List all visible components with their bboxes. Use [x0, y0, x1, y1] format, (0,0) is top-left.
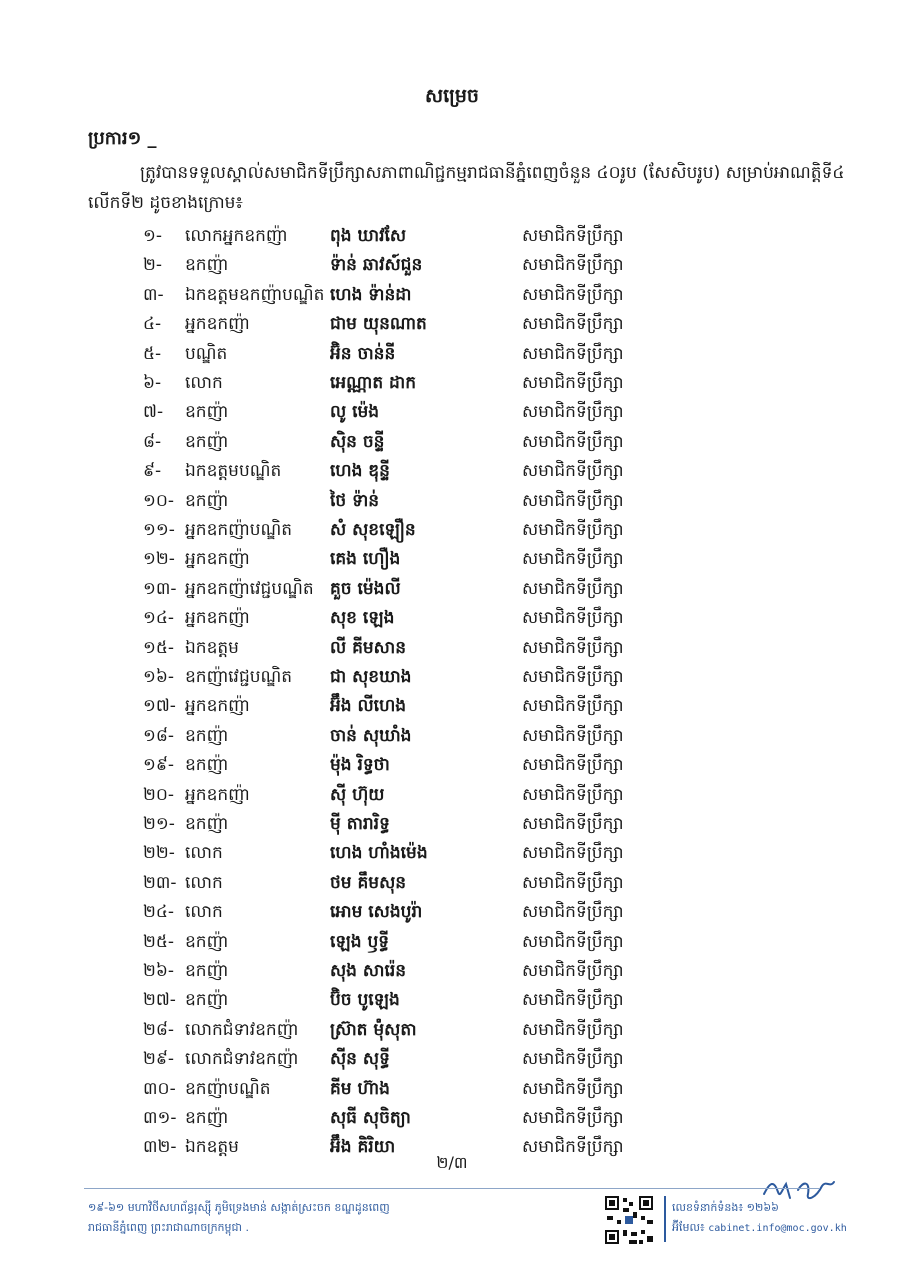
- member-row: [0, 810, 904, 839]
- member-row: [0, 457, 904, 486]
- member-row: [0, 957, 904, 986]
- member-name: គីម ហ៊ាង: [330, 1079, 390, 1099]
- member-row: [0, 634, 904, 663]
- member-title: អ្នកឧកញ៉ា: [185, 549, 250, 569]
- member-name: ថម គឹមសុន: [330, 873, 407, 893]
- member-title: ឧកញ៉ា: [185, 814, 229, 834]
- member-role: សមាជិកទីប្រឹក្សា: [522, 314, 624, 334]
- page-number: ២/៣: [436, 1153, 468, 1172]
- email-link[interactable]: cabinet.info@moc.gov.kh: [708, 1223, 847, 1234]
- member-number: ២១-: [143, 814, 175, 834]
- member-title: ឧកញ៉ា: [185, 402, 229, 422]
- member-name: ហេង ឌុន្ទី: [330, 461, 390, 481]
- member-row: [0, 1104, 904, 1133]
- member-number: ៦-: [143, 373, 162, 393]
- member-row: [0, 369, 904, 398]
- member-number: ២-: [143, 255, 163, 275]
- member-title: អ្នកឧកញ៉ា: [185, 696, 250, 716]
- member-title: លោកជំទាវឧកញ៉ា: [185, 1020, 299, 1040]
- member-role: សមាជិកទីប្រឹក្សា: [522, 638, 624, 658]
- member-title: អ្នកឧកញ៉ា: [185, 314, 250, 334]
- member-role: សមាជិកទីប្រឹក្សា: [522, 843, 624, 863]
- member-name: លី គីមសាន: [330, 638, 407, 658]
- member-name: គួច ម៉េងលី: [330, 579, 401, 599]
- member-title: បណ្ឌិត: [185, 344, 228, 364]
- member-row: [0, 310, 904, 339]
- member-row: [0, 516, 904, 545]
- member-number: ៣០-: [143, 1079, 176, 1099]
- member-number: ១៧-: [143, 696, 176, 716]
- member-name: ស៊ិន ចន្ទី: [330, 432, 385, 452]
- member-number: ១៨-: [143, 726, 175, 746]
- email-label: អ៊ីមែល៖: [672, 1221, 705, 1234]
- member-row: [0, 692, 904, 721]
- member-row: [0, 281, 904, 310]
- member-name: ចាន់ សុឃាំង: [330, 726, 412, 746]
- member-title: អ្នកឧកញ៉ាវេជ្ជបណ្ឌិត: [185, 579, 314, 599]
- member-name: ឡេង ឫទ្ធី: [330, 932, 390, 952]
- member-row: [0, 1016, 904, 1045]
- member-name: លូ ម៉េង: [330, 402, 380, 422]
- member-title: ឧកញ៉ា: [185, 1108, 229, 1128]
- member-title: ឯកឧត្តម: [185, 1137, 239, 1157]
- member-role: សមាជិកទីប្រឹក្សា: [522, 461, 624, 481]
- member-role: សមាជិកទីប្រឹក្សា: [522, 990, 624, 1010]
- member-number: ៨-: [143, 432, 162, 452]
- member-role: សមាជិកទីប្រឹក្សា: [522, 1020, 624, 1040]
- member-number: ៧-: [143, 402, 164, 422]
- member-name: ទ៉ាន់ ឆាវស៍ជួន: [330, 255, 423, 275]
- member-name: សុខ ឡេង: [330, 608, 395, 628]
- member-number: ២០-: [143, 785, 175, 805]
- footer-separator: [664, 1196, 666, 1242]
- member-role: សមាជិកទីប្រឹក្សា: [522, 1137, 624, 1157]
- member-title: អ្នកឧកញ៉ា: [185, 785, 250, 805]
- member-name: ជាម យុនណាត: [330, 314, 427, 334]
- document-heading: សម្រេច: [425, 85, 479, 107]
- member-role: សមាជិកទីប្រឹក្សា: [522, 520, 624, 540]
- member-number: ១៦-: [143, 667, 175, 687]
- member-role: សមាជិកទីប្រឹក្សា: [522, 667, 624, 687]
- member-number: ២៣-: [143, 873, 177, 893]
- member-name: ហេង ទ៉ាន់ដា: [330, 285, 412, 305]
- member-row: [0, 928, 904, 957]
- member-title: លោក: [185, 873, 223, 893]
- member-number: ២២-: [143, 843, 175, 863]
- member-role: សមាជិកទីប្រឹក្សា: [522, 755, 624, 775]
- member-title: ឧកញ៉ា: [185, 755, 229, 775]
- member-role: សមាជិកទីប្រឹក្សា: [522, 432, 624, 452]
- member-role: សមាជិកទីប្រឹក្សា: [522, 402, 624, 422]
- member-row: [0, 1045, 904, 1074]
- member-title: លោក: [185, 843, 223, 863]
- member-role: សមាជិកទីប្រឹក្សា: [522, 226, 624, 246]
- member-row: [0, 751, 904, 780]
- member-row: [0, 340, 904, 369]
- member-row: [0, 487, 904, 516]
- member-role: សមាជិកទីប្រឹក្សា: [522, 696, 624, 716]
- member-role: សមាជិកទីប្រឹក្សា: [522, 814, 624, 834]
- member-name: អ៊ឹង គិរិយា: [330, 1137, 396, 1157]
- address-line-1: ១៩-៦១ មហាវិថីសហព័ន្ធរុស្ស៊ី ភូមិទ្រេងមាន់ សង្កាត់ស្រះចក ខណ្ឌដូនពេញ: [88, 1201, 390, 1214]
- member-row: [0, 663, 904, 692]
- member-number: ១-: [143, 226, 163, 246]
- member-number: ១២-: [143, 549, 175, 569]
- member-row: [0, 781, 904, 810]
- contact-number: លេខទំនាក់ទំនង៖ ១២៦៦: [672, 1201, 779, 1214]
- member-role: សមាជិកទីប្រឹក្សា: [522, 549, 624, 569]
- member-number: ១៣-: [143, 579, 177, 599]
- qr-code-icon: [603, 1194, 655, 1246]
- member-role: សមាជិកទីប្រឹក្សា: [522, 373, 624, 393]
- member-role: សមាជិកទីប្រឹក្សា: [522, 932, 624, 952]
- member-number: ៤-: [143, 314, 162, 334]
- member-role: សមាជិកទីប្រឹក្សា: [522, 873, 624, 893]
- member-number: ២៦-: [143, 961, 175, 981]
- member-name: ម៉ី តារារិទ្ធ: [330, 814, 390, 834]
- member-title: ឧកញ៉ាវេជ្ជបណ្ឌិត: [185, 667, 293, 687]
- member-title: ឯកឧត្តម: [185, 638, 239, 658]
- member-row: [0, 251, 904, 280]
- member-title: ឧកញ៉ា: [185, 932, 229, 952]
- member-title: ឧកញ៉ា: [185, 726, 229, 746]
- member-role: សមាជិកទីប្រឹក្សា: [522, 285, 624, 305]
- member-title: ឧកញ៉ា: [185, 255, 229, 275]
- member-row: [0, 839, 904, 868]
- member-title: ឧកញ៉ា: [185, 990, 229, 1010]
- member-number: ៣២-: [143, 1137, 177, 1157]
- member-title: លោកជំទាវឧកញ៉ា: [185, 1049, 299, 1069]
- member-role: សមាជិកទីប្រឹក្សា: [522, 1108, 624, 1128]
- member-title: ឧកញ៉ា: [185, 491, 229, 511]
- member-role: សមាជិកទីប្រឹក្សា: [522, 726, 624, 746]
- member-name: ម៉ុង រិទ្ធថា: [330, 755, 390, 775]
- member-name: សុង សារ៉េន: [330, 961, 407, 981]
- member-row: [0, 222, 904, 251]
- member-name: ពុង ឃាវសែ: [330, 226, 407, 246]
- member-row: [0, 398, 904, 427]
- member-row: [0, 898, 904, 927]
- member-role: សមាជិកទីប្រឹក្សា: [522, 579, 624, 599]
- member-number: ១៩-: [143, 755, 175, 775]
- member-name: អ៊ឹង លីហេង: [330, 696, 407, 716]
- footer-divider: [84, 1188, 820, 1189]
- member-name: ហេង ហាំងម៉េង: [330, 843, 428, 863]
- member-number: ៣១-: [143, 1108, 177, 1128]
- member-number: ២៩-: [143, 1049, 175, 1069]
- member-number: ១៤-: [143, 608, 175, 628]
- member-number: ២៤-: [143, 902, 175, 922]
- member-number: ៥-: [143, 344, 162, 364]
- member-title: លោកអ្នកឧកញ៉ា: [185, 226, 288, 246]
- member-title: ឧកញ៉ាបណ្ឌិត: [185, 1079, 271, 1099]
- member-role: សមាជិកទីប្រឹក្សា: [522, 785, 624, 805]
- member-row: [0, 869, 904, 898]
- member-row: [0, 722, 904, 751]
- member-title: ឧកញ៉ា: [185, 432, 229, 452]
- member-title: អ្នកឧកញ៉ា: [185, 608, 250, 628]
- member-number: ២៧-: [143, 990, 176, 1010]
- member-role: សមាជិកទីប្រឹក្សា: [522, 961, 624, 981]
- member-role: សមាជិកទីប្រឹក្សា: [522, 344, 624, 364]
- member-role: សមាជិកទីប្រឹក្សា: [522, 1079, 624, 1099]
- address-line-2: រាជធានីភ្នំពេញ ព្រះរាជាណាចក្រកម្ពុជា .: [88, 1221, 249, 1234]
- intro-paragraph: ត្រូវបានទទួលស្គាល់សមាជិកទីប្រឹក្សាសភាពាណិជ្ជកម្មរាជធានីភ្នំពេញចំនួន ៤០រូប (សែសិបរូប) សម្រាប់អាណត្តិទី៤ លើកទី២ ដូចខាងក្រោម៖: [88, 163, 845, 213]
- member-row: [0, 545, 904, 574]
- member-role: សមាជិកទីប្រឹក្សា: [522, 491, 624, 511]
- member-row: [0, 1075, 904, 1104]
- member-number: ២៥-: [143, 932, 175, 952]
- member-title: ឯកឧត្តមឧកញ៉ាបណ្ឌិត: [185, 285, 325, 305]
- member-row: [0, 428, 904, 457]
- member-role: សមាជិកទីប្រឹក្សា: [522, 902, 624, 922]
- member-name: គេង ហឿង: [330, 549, 401, 569]
- footer-address: [88, 1198, 588, 1238]
- member-name: ជា សុខឃាង: [330, 667, 412, 687]
- member-row: [0, 604, 904, 633]
- member-name: ស៊ីន សុទ្ធី: [330, 1049, 390, 1069]
- member-title: ឯកឧត្តមបណ្ឌិត: [185, 461, 282, 481]
- member-name: សំ សុខឡឿន: [330, 520, 416, 540]
- member-number: ៩-: [143, 461, 162, 481]
- member-name: សុធី សុចិត្យា: [330, 1108, 411, 1128]
- member-role: សមាជិកទីប្រឹក្សា: [522, 608, 624, 628]
- member-title: ឧកញ៉ា: [185, 961, 229, 981]
- member-title: អ្នកឧកញ៉ាបណ្ឌិត: [185, 520, 293, 540]
- member-role: សមាជិកទីប្រឹក្សា: [522, 255, 624, 275]
- member-name: ប៊ិច បូឡេង: [330, 990, 400, 1010]
- member-title: លោក: [185, 373, 223, 393]
- member-number: ១៥-: [143, 638, 175, 658]
- member-name: អេណ្ណាត ដាក: [330, 373, 417, 393]
- member-number: ៣-: [143, 285, 164, 305]
- member-name: ស៊ី ហ៊ុយ: [330, 785, 385, 805]
- member-name: អោម សេងបូរ៉ា: [330, 902, 423, 922]
- member-role: សមាជិកទីប្រឹក្សា: [522, 1049, 624, 1069]
- member-row: [0, 575, 904, 604]
- member-name: ស្រ៊ាត ម៉ុំសុតា: [330, 1020, 417, 1040]
- member-name: អ៊ិន ចាន់នី: [330, 344, 396, 364]
- member-number: ១០-: [143, 491, 175, 511]
- member-title: លោក: [185, 902, 223, 922]
- article-label: ប្រការ១ _: [88, 128, 157, 149]
- member-number: ២៨-: [143, 1020, 175, 1040]
- member-number: ១១-: [143, 520, 175, 540]
- email-line: [672, 1218, 892, 1239]
- member-row: [0, 986, 904, 1015]
- member-name: ថៃ ទ៉ាន់: [330, 491, 380, 511]
- footer-contact: [672, 1198, 892, 1239]
